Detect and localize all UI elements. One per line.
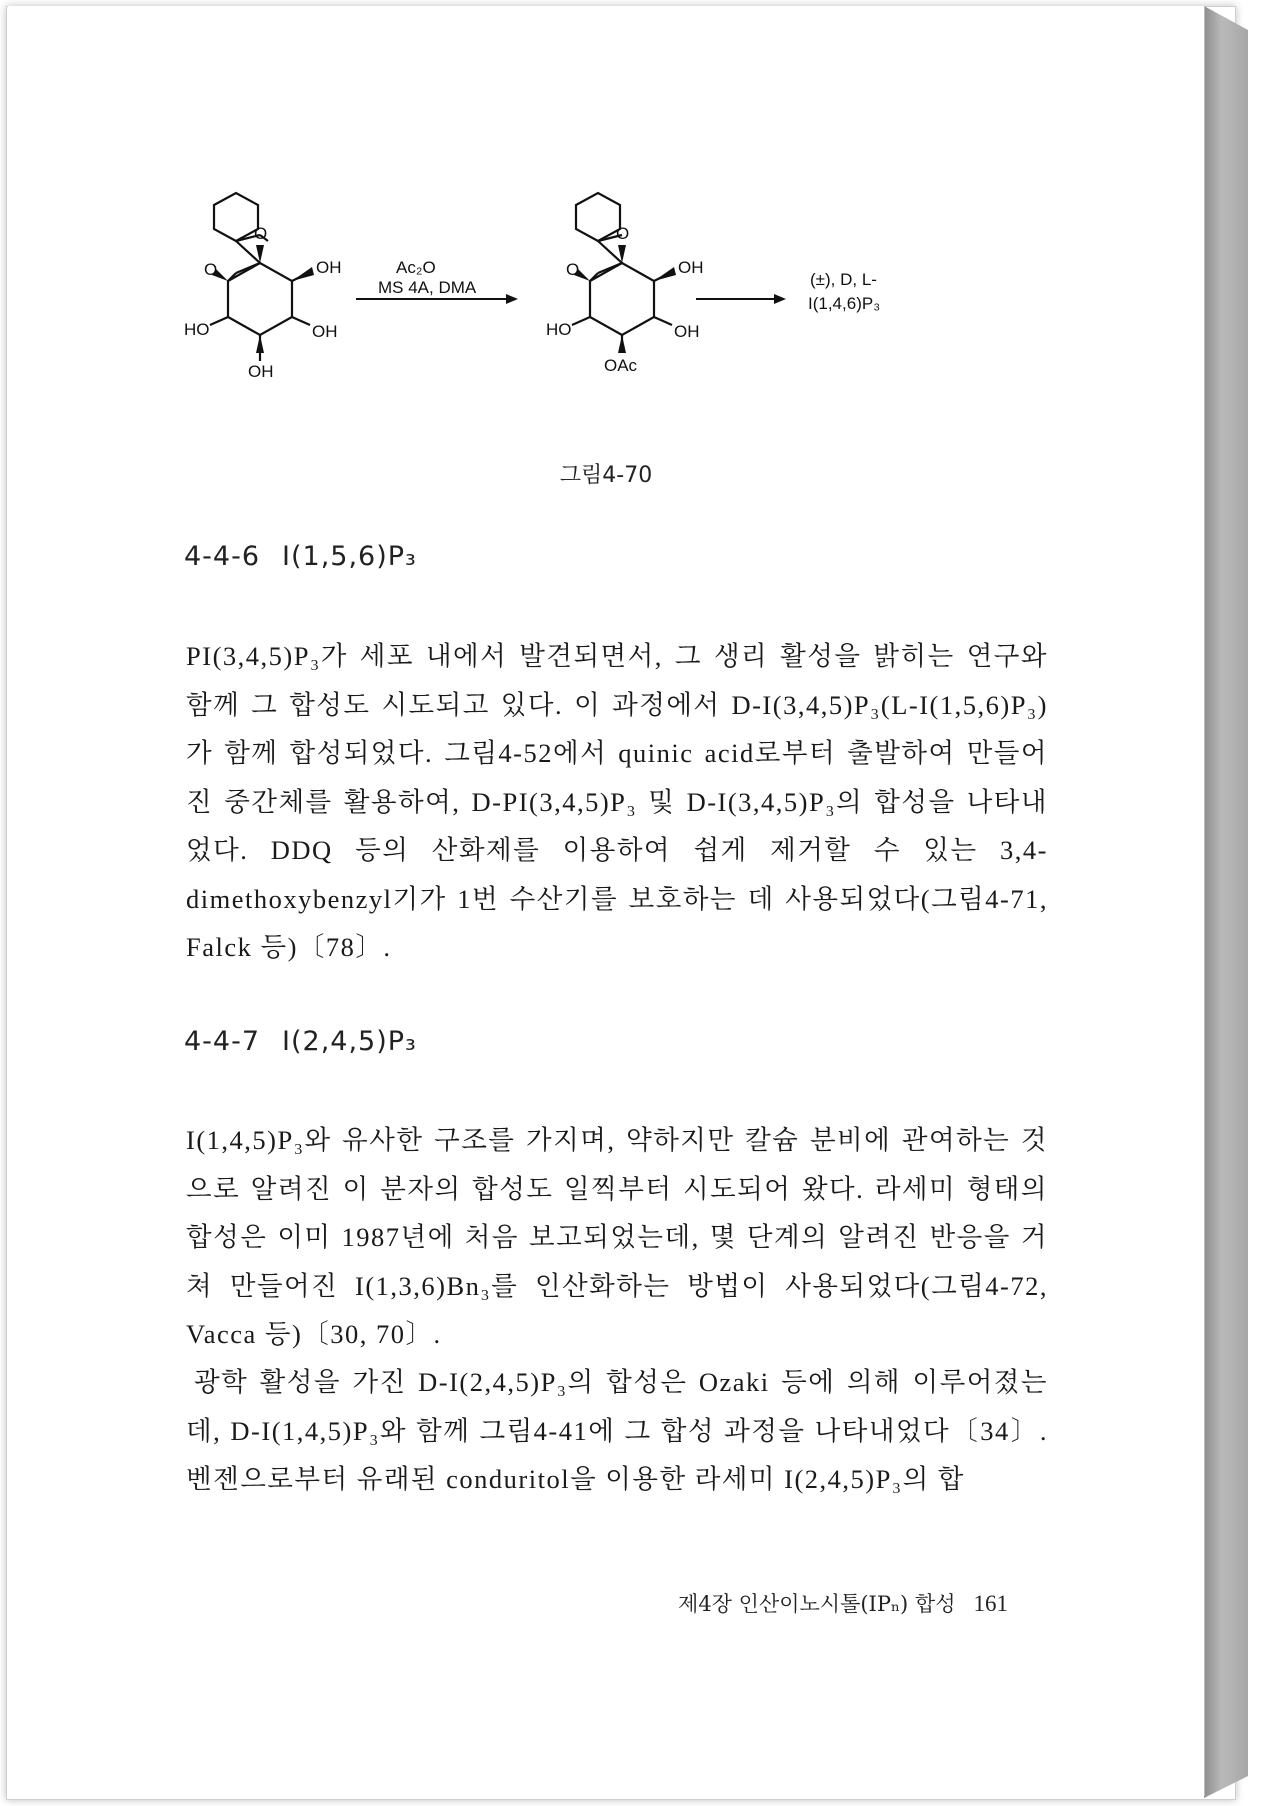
oxygen-label: O bbox=[204, 260, 218, 279]
hydroxyl-label: OH bbox=[316, 258, 342, 277]
reaction-scheme-drawing bbox=[184, 201, 1058, 461]
page-stack-edge bbox=[1204, 6, 1248, 1798]
section-heading-4-4-7 bbox=[184, 1026, 417, 1057]
page-number: 161 bbox=[973, 1591, 1008, 1616]
section-title: I(1,5,6)P₃ bbox=[282, 541, 417, 572]
hydroxyl-label: OH bbox=[248, 362, 274, 381]
reagent-label: Ac₂O bbox=[396, 258, 436, 277]
chapter-title: 제4장 인산이노시톨(IPₙ) 합성 bbox=[678, 1592, 956, 1616]
inositol-ring-1 bbox=[228, 263, 292, 335]
section-heading-4-4-6 bbox=[184, 541, 417, 572]
cyclohexane-ring-1 bbox=[214, 193, 258, 241]
oxygen-label: O bbox=[616, 224, 630, 243]
product-label: (±), D, L- bbox=[810, 270, 877, 289]
hydroxyl-label: OH bbox=[312, 322, 338, 341]
paragraph-section-4-4-7-2: 광학 활성을 가진 D-I(2,4,5)P₃의 합성은 Ozaki 등에 의해 이루어졌는데, D-I(1,4,5)P₃와 함께 그림4-41에 그 합성 과정을 나타내었다〔34〕. 벤젠으로부터 유래된 conduritol을 이용한 라세미 I(2,4,5)P₃의 합 bbox=[186, 1367, 1048, 1494]
section-number: 4-4-6 bbox=[184, 541, 261, 572]
hydroxyl-label: HO bbox=[546, 320, 572, 339]
cyclohexane-ring-2 bbox=[576, 193, 620, 241]
reaction-arrow-head bbox=[774, 294, 786, 304]
wedge-bond bbox=[292, 267, 314, 281]
reaction-arrow-head bbox=[506, 294, 518, 304]
paragraph-section-4-4-7-1: I(1,4,5)P₃와 유사한 구조를 가지며, 약하지만 칼슘 분비에 관여하는 것으로 알려진 이 분자의 합성도 일찍부터 시도되어 왔다. 라세미 형태의 합성은 이미 1987년에 처음 보고되었는데, 몇 단계의 알려진 반응을 거쳐 만들어진 I(1,3,6)Bn₃를 인산화하는 방법이 사용되었다(그림4-72, Vacca 등)〔30, 70〕. bbox=[186, 1125, 1048, 1349]
paragraph-section-4-4-6: PI(3,4,5)P₃가 세포 내에서 발견되면서, 그 생리 활성을 밝히는 연구와 함께 그 합성도 시도되고 있다. 이 과정에서 D-I(3,4,5)P₃(L-I(1,5,6)P₃)가 함께 합성되었다. 그림4-52에서 quinic acid로부터 출발하여 만들어진 중간체를 활용하여, D-PI(3,4,5)P₃ 및 D-I(3,4,5)P₃의 합성을 나타내었다. DDQ 등의 산화제를 이용하여 쉽게 제거할 수 있는 3,4-dimethoxybenzyl기가 1번 수산기를 보호하는 데 사용되었다(그림4-71, Falck 등)〔78〕. bbox=[186, 641, 1048, 962]
oxygen-label: O bbox=[254, 224, 268, 243]
oxygen-label: O bbox=[566, 260, 580, 279]
running-footer bbox=[678, 1588, 1008, 1618]
section-number: 4-4-7 bbox=[184, 1026, 261, 1057]
book-page bbox=[8, 6, 1205, 1796]
section-title: I(2,4,5)P₃ bbox=[282, 1026, 417, 1057]
product-label: I(1,4,6)P₃ bbox=[808, 294, 881, 313]
reaction-scheme bbox=[184, 201, 1058, 461]
hydroxyl-label: OH bbox=[678, 258, 704, 277]
figure-caption: 그림4-70 bbox=[559, 463, 653, 488]
reagent-label: MS 4A, DMA bbox=[378, 278, 477, 297]
wedge-bond bbox=[256, 335, 264, 353]
hydroxyl-label: OH bbox=[674, 322, 700, 341]
hydroxyl-label: HO bbox=[184, 320, 210, 339]
inositol-ring-2 bbox=[590, 263, 654, 335]
acetate-label: OAc bbox=[604, 356, 638, 375]
